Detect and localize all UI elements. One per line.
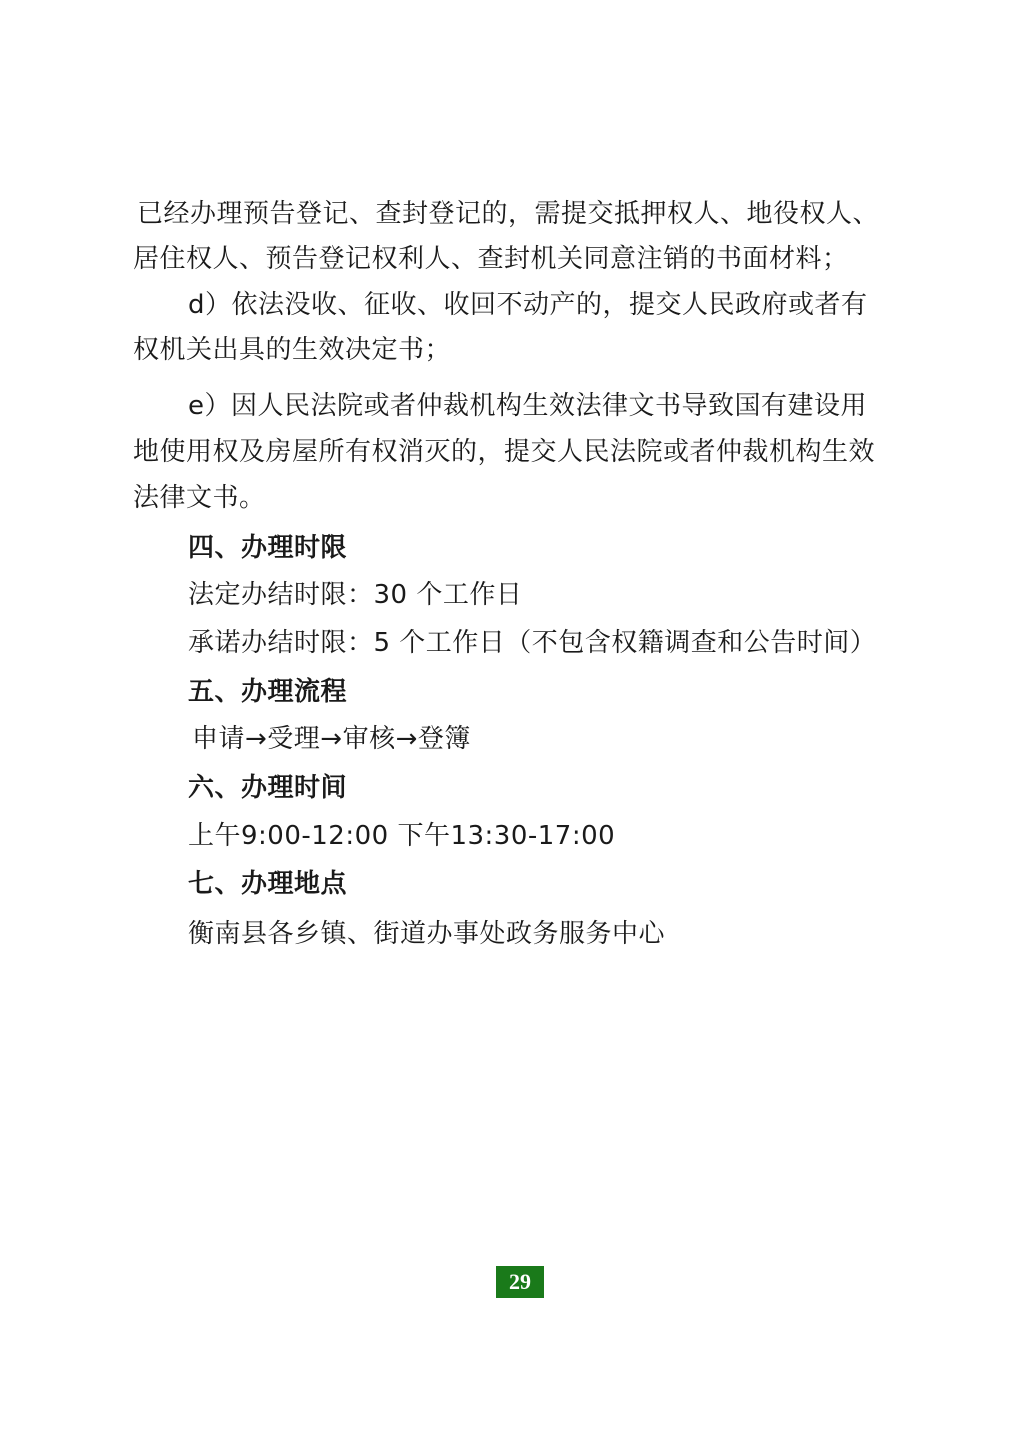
- section-line: 法定办结时限：30 个工作日: [188, 580, 523, 610]
- page-number-badge: 29: [496, 1266, 544, 1298]
- section-heading: 四、办理时限: [188, 533, 348, 563]
- paragraph-line: 已经办理预告登记、查封登记的，需提交抵押权人、地役权人、: [137, 199, 880, 229]
- paragraph-line: 法律文书。: [133, 483, 266, 513]
- section-line: 上午9:00-12:00 下午13:30-17:00: [188, 821, 616, 851]
- paragraph-line: d）依法没收、征收、收回不动产的，提交人民政府或者有: [188, 290, 868, 320]
- section-heading: 七、办理地点: [188, 869, 348, 899]
- section-line: 承诺办结时限：5 个工作日（不包含权籍调查和公告时间）: [188, 628, 877, 658]
- section-line: 衡南县各乡镇、街道办事处政务服务中心: [188, 919, 666, 949]
- paragraph-line: e）因人民法院或者仲裁机构生效法律文书导致国有建设用: [188, 391, 867, 421]
- paragraph-line: 居住权人、预告登记权利人、查封机关同意注销的书面材料；: [133, 244, 849, 274]
- section-heading: 六、办理时间: [188, 773, 348, 803]
- section-heading: 五、办理流程: [188, 677, 348, 707]
- paragraph-line: 地使用权及房屋所有权消灭的，提交人民法院或者仲裁机构生效: [133, 437, 876, 467]
- paragraph-line: 权机关出具的生效决定书；: [133, 335, 452, 365]
- section-line: 申请→受理→审核→登簿: [192, 724, 471, 754]
